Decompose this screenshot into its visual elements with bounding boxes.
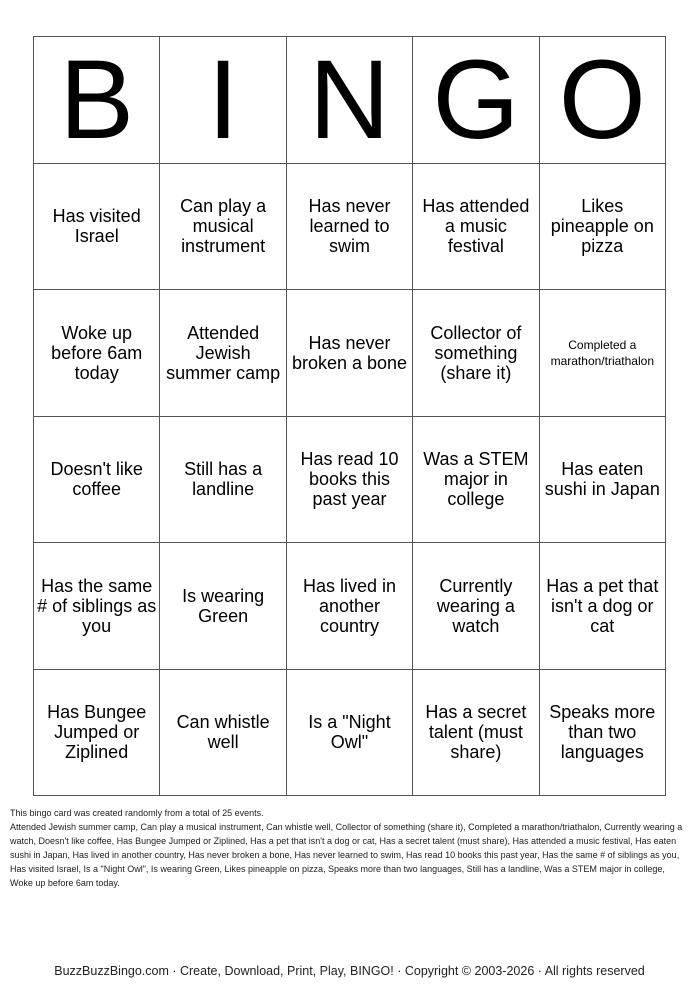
bingo-square: Doesn't like coffee — [34, 417, 160, 544]
bingo-square: Can play a musical instrument — [160, 164, 286, 291]
bingo-square: Has never learned to swim — [287, 164, 413, 291]
header-letter-n: N — [287, 37, 413, 164]
note-event-list: Attended Jewish summer camp, Can play a musical instrument, Can whistle well, Collector of something (share it), Completed a marathon/triathalon, Currently wearing a watch, Doesn't like coffee, Has Bungee Jumped or Ziplined, Has a pet that isn't a dog or cat, Has a secret talent (must share), Has attended a music festival, Has eaten sushi in Japan, Has lived in another country, Has never broken a bone, Has never learned to swim, Has read 10 books this past year, Has the same # of siblings as you, Has visited Israel, Is a "Night Owl", Is wearing Green, Likes pineapple on pizza, Speaks more than two languages, Still has a landline, Was a STEM major in college, Woke up before 6am today. — [10, 822, 683, 888]
bingo-square: Is wearing Green — [160, 543, 286, 670]
bingo-square: Collector of something (share it) — [413, 290, 539, 417]
bingo-square: Can whistle well — [160, 670, 286, 797]
bingo-square: Has never broken a bone — [287, 290, 413, 417]
bingo-square: Still has a landline — [160, 417, 286, 544]
bingo-square: Completed a marathon/triathalon — [540, 290, 666, 417]
header-letter-i: I — [160, 37, 286, 164]
bingo-square: Has eaten sushi in Japan — [540, 417, 666, 544]
bingo-square: Has a pet that isn't a dog or cat — [540, 543, 666, 670]
bingo-square: Has read 10 books this past year — [287, 417, 413, 544]
bingo-square: Woke up before 6am today — [34, 290, 160, 417]
header-letter-o: O — [540, 37, 666, 164]
bingo-square: Has the same # of siblings as you — [34, 543, 160, 670]
bingo-square: Has visited Israel — [34, 164, 160, 291]
card-note — [10, 806, 690, 890]
footer-copyright: BuzzBuzzBingo.com · Create, Download, Print, Play, BINGO! · Copyright © 2003-2026 · All rights reserved — [54, 964, 645, 978]
header-letter-g: G — [413, 37, 539, 164]
bingo-square: Has Bungee Jumped or Ziplined — [34, 670, 160, 797]
bingo-square: Currently wearing a watch — [413, 543, 539, 670]
bingo-square: Has attended a music festival — [413, 164, 539, 291]
header-letter-b: B — [34, 37, 160, 164]
bingo-square: Speaks more than two languages — [540, 670, 666, 797]
bingo-card — [33, 36, 666, 796]
bingo-square: Is a "Night Owl" — [287, 670, 413, 797]
bingo-square: Was a STEM major in college — [413, 417, 539, 544]
bingo-square: Has lived in another country — [287, 543, 413, 670]
note-intro: This bingo card was created randomly from a total of 25 events. — [10, 808, 264, 818]
bingo-square: Attended Jewish summer camp — [160, 290, 286, 417]
bingo-square: Likes pineapple on pizza — [540, 164, 666, 291]
bingo-square: Has a secret talent (must share) — [413, 670, 539, 797]
